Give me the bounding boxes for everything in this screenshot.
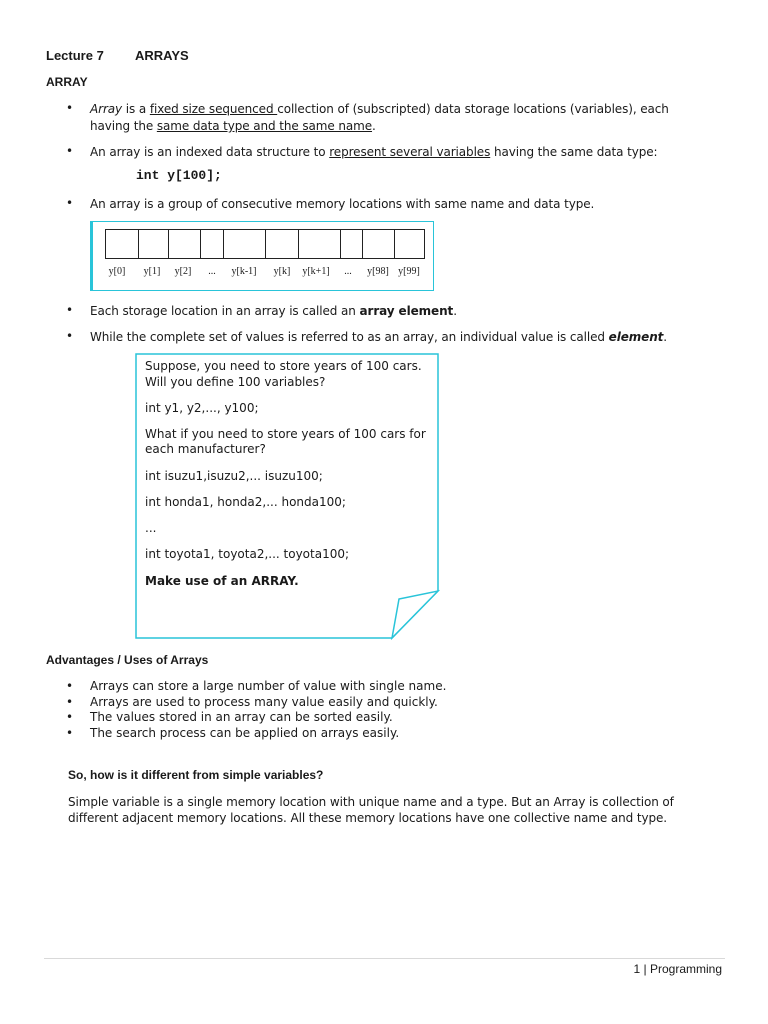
array-index-label: y[99] (398, 266, 420, 277)
difference-paragraph: Simple variable is a single memory location with unique name and a type. But an Array is collection of different adjacent memory locations. All these memory locations have one collective name and type. (68, 795, 674, 825)
bullet-dot: • (66, 329, 74, 343)
note-line: int toyota1, toyota2,... toyota100; (145, 547, 350, 561)
footer-divider (44, 958, 725, 959)
array-index-label: y[k] (273, 266, 291, 277)
bullet-dot: • (66, 196, 74, 210)
bullet-dot: • (66, 695, 74, 709)
advantage-item: The values stored in an array can be sorted easily. (90, 710, 393, 724)
array-cells (105, 229, 425, 259)
bullet-element-definition: While the complete set of values is referred to as an array, an individual value is called element. (90, 330, 667, 344)
note-line: ... (145, 521, 157, 535)
array-index-label: ... (344, 266, 352, 277)
page-footer: 1 | Programming (633, 962, 722, 976)
section-heading: ARRAY (46, 75, 88, 89)
note-line: Suppose, you need to store years of 100 cars. (145, 359, 422, 373)
array-index-label: y[k+1] (302, 266, 330, 277)
advantage-item: Arrays can store a large number of value with single name. (90, 679, 447, 693)
lecture-title: ARRAYS (135, 48, 189, 63)
advantages-heading: Advantages / Uses of Arrays (46, 653, 209, 667)
bullet-dot: • (66, 144, 74, 158)
note-line: int honda1, honda2,... honda100; (145, 495, 346, 509)
note-line: Will you define 100 variables? (145, 375, 326, 389)
array-index-label: ... (208, 266, 216, 277)
code-example: int y[100]; (136, 168, 222, 183)
advantage-item: Arrays are used to process many value easily and quickly. (90, 695, 438, 709)
note-line: int isuzu1,isuzu2,... isuzu100; (145, 469, 323, 483)
bullet-dot: • (66, 101, 74, 115)
note-line: What if you need to store years of 100 cars for (145, 427, 426, 441)
advantage-item: The search process can be applied on arrays easily. (90, 726, 400, 740)
note-conclusion: Make use of an ARRAY. (145, 574, 299, 588)
array-index-label: y[k-1] (231, 266, 257, 277)
bullet-consecutive-memory: An array is a group of consecutive memory locations with same name and data type. (90, 197, 595, 211)
bullet-dot: • (66, 726, 74, 740)
array-diagram (90, 221, 434, 291)
lecture-number: Lecture 7 (46, 48, 104, 63)
array-index-label: y[98] (367, 266, 389, 277)
bullet-dot: • (66, 679, 74, 693)
note-callout (135, 353, 440, 640)
note-line: each manufacturer? (145, 442, 266, 456)
array-index-label: y[2] (174, 266, 192, 277)
bullet-array-element: Each storage location in an array is called an array element. (90, 304, 457, 318)
note-line: int y1, y2,..., y100; (145, 401, 259, 415)
array-index-label: y[0] (108, 266, 126, 277)
bullet-indexed-structure: An array is an indexed data structure to represent several variables having the same data type: (90, 145, 658, 159)
array-index-label: y[1] (143, 266, 161, 277)
bullet-array-definition: Array is a fixed size sequenced collection of (subscripted) data storage locations (variables), each having the same data type and the same name. (90, 102, 669, 133)
difference-question: So, how is it different from simple variables? (68, 768, 324, 782)
bullet-dot: • (66, 303, 74, 317)
bullet-dot: • (66, 710, 74, 724)
